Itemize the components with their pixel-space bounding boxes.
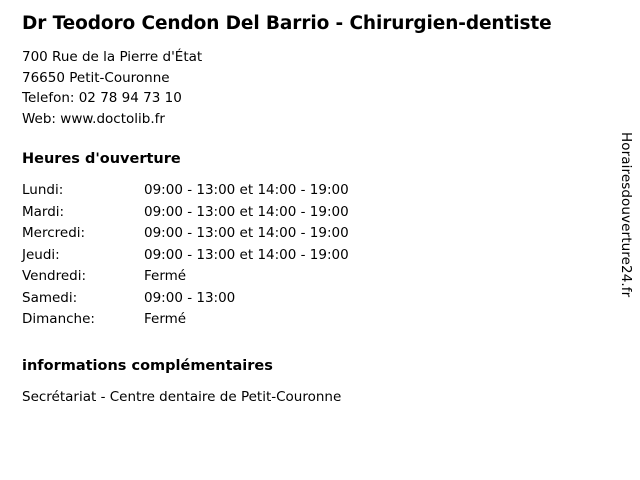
phone-number: Telefon: 02 78 94 73 10 xyxy=(22,90,182,107)
table-row xyxy=(22,288,349,310)
day-label: Lundi: xyxy=(22,182,64,199)
day-hours: 09:00 - 13:00 et 14:00 - 19:00 xyxy=(144,203,349,220)
table-row xyxy=(22,266,349,288)
page-title: Dr Teodoro Cendon Del Barrio - Chirurgien-dentiste xyxy=(22,13,552,34)
day-hours: 09:00 - 13:00 et 14:00 - 19:00 xyxy=(144,225,349,242)
opening-hours-table xyxy=(22,180,349,331)
table-row xyxy=(22,245,349,267)
address-street: 700 Rue de la Pierre d'État xyxy=(22,49,203,66)
day-label: Samedi: xyxy=(22,289,78,306)
table-row xyxy=(22,202,349,224)
day-hours: 09:00 - 13:00 xyxy=(144,289,236,306)
day-label: Mardi: xyxy=(22,203,65,220)
watermark-label: Horairesdouverture24.fr xyxy=(618,132,634,298)
day-label: Vendredi: xyxy=(22,268,87,285)
day-hours: 09:00 - 13:00 et 14:00 - 19:00 xyxy=(144,182,349,199)
day-label: Jeudi: xyxy=(22,246,60,263)
day-hours: Fermé xyxy=(144,268,187,285)
day-hours: Fermé xyxy=(144,311,187,328)
opening-hours-heading: Heures d'ouverture xyxy=(22,151,181,168)
additional-info-heading: informations complémentaires xyxy=(22,357,273,374)
day-label: Mercredi: xyxy=(22,225,86,242)
table-row xyxy=(22,180,349,202)
table-row xyxy=(22,223,349,245)
business-info-card xyxy=(22,12,602,407)
address-city: 76650 Petit-Couronne xyxy=(22,69,170,86)
table-row xyxy=(22,309,349,331)
day-label: Dimanche: xyxy=(22,311,95,328)
website-url: Web: www.doctolib.fr xyxy=(22,110,165,127)
additional-info-text: Secrétariat - Centre dentaire de Petit-Couronne xyxy=(22,388,342,405)
day-hours: 09:00 - 13:00 et 14:00 - 19:00 xyxy=(144,246,349,263)
